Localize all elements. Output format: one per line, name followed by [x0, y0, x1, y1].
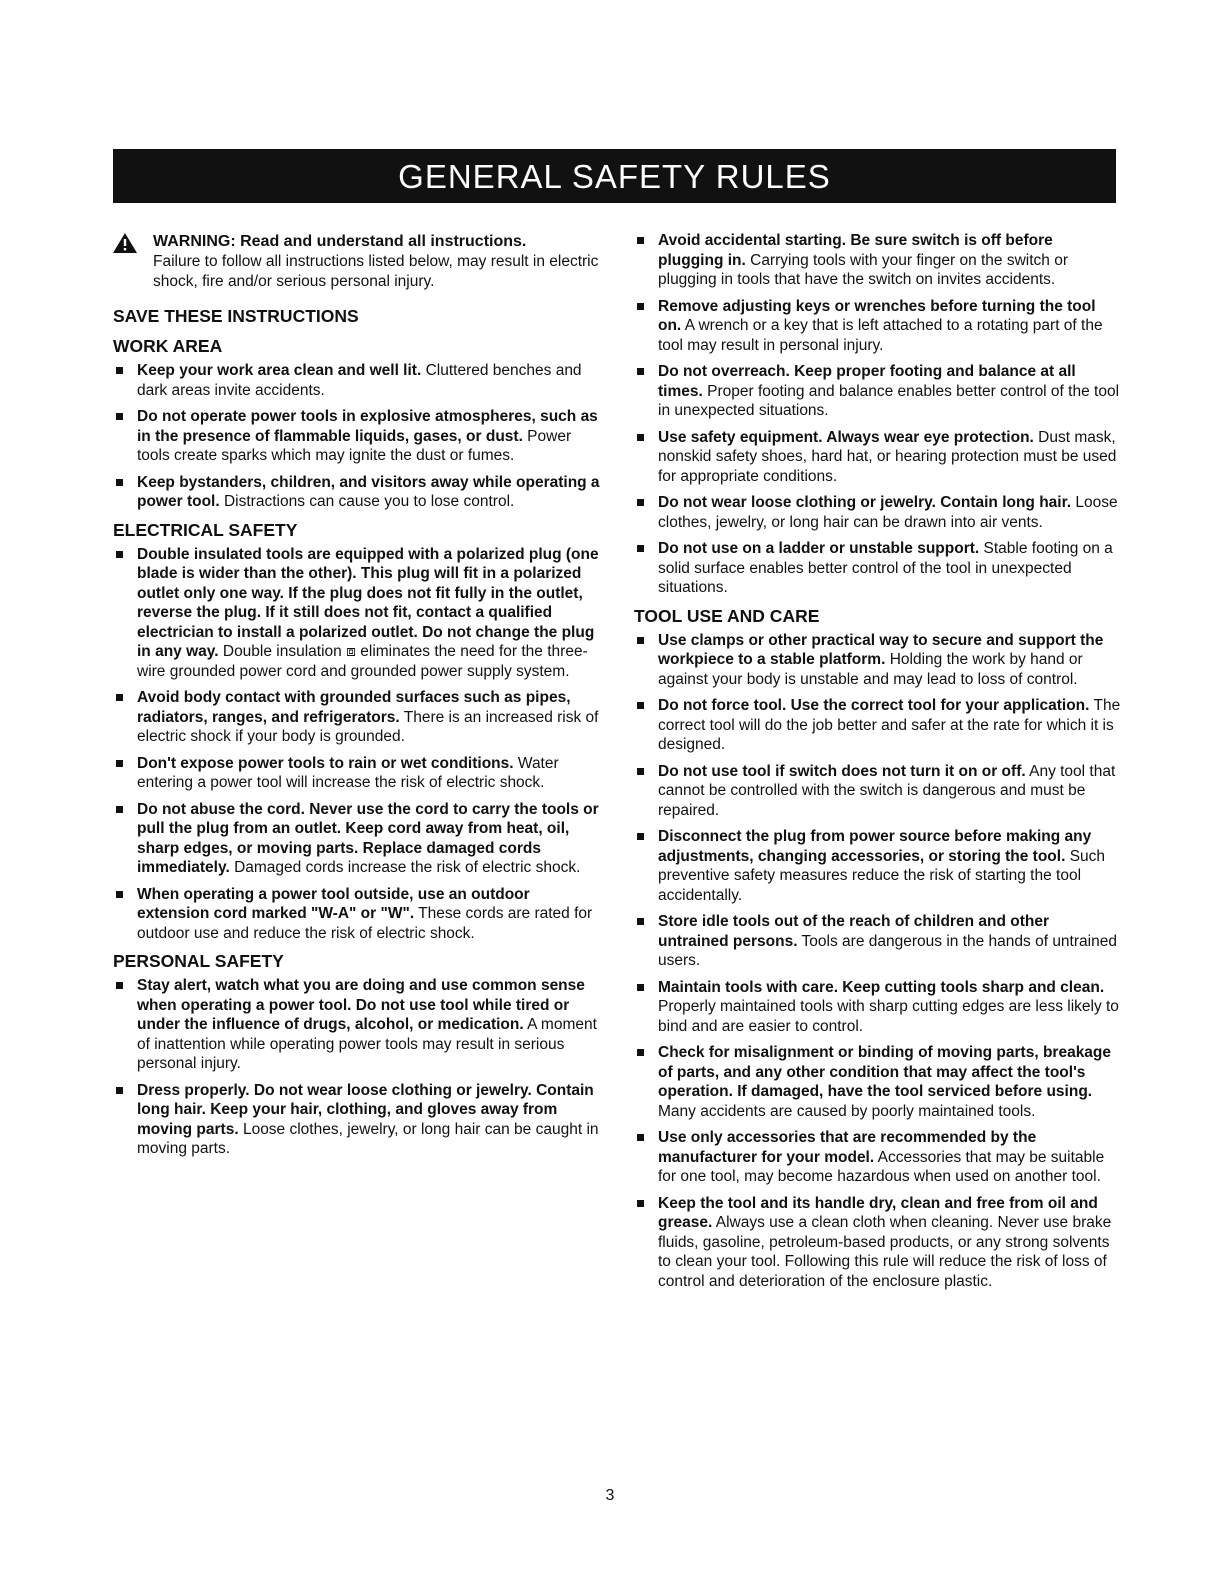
rule-bold: Dress properly. Do not wear loose clothing or jewelry. Contain long hair. Keep your hair, clothing, and gloves away from moving parts.: [137, 1081, 594, 1138]
rule-bold: Disconnect the plug from power source before making any adjustments, changing accessories, or storing the tool.: [658, 828, 1092, 865]
bullet-icon: [637, 1134, 644, 1141]
rule-bold: Keep the tool and its handle dry, clean and free from oil and grease.: [658, 1194, 1098, 1231]
rule-text: Accessories that may be suitable for one tool, may become hazardous when used on another tool.: [658, 1148, 1105, 1185]
rule-bold: Do not use tool if switch does not turn it on or off.: [658, 762, 1026, 780]
list-item: [634, 1128, 1122, 1187]
list-item: [634, 428, 1122, 487]
list-item: [634, 696, 1122, 755]
save-instructions-heading: SAVE THESE INSTRUCTIONS: [113, 306, 359, 326]
rule-text: Any tool that cannot be controlled with the switch is dangerous and must be repaired.: [658, 762, 1116, 819]
bullet-icon: [116, 891, 123, 898]
rule-text: Power tools create sparks which may ignite the dust or fumes.: [137, 427, 572, 464]
rule-bold: Stay alert, watch what you are doing and use common sense when operating a power tool. Do not use tool while tired or under the influence of drugs, alcohol, or medication.: [137, 977, 585, 1033]
electrical-safety-list: [113, 545, 603, 944]
bullet-icon: [637, 303, 644, 310]
rule-bold: Don't expose power tools to rain or wet conditions.: [137, 754, 514, 772]
rule-text: Tools are dangerous in the hands of untrained users.: [658, 932, 1117, 969]
bullet-icon: [116, 479, 123, 486]
page-banner-title: GENERAL SAFETY RULES: [113, 149, 1116, 203]
bullet-icon: [637, 918, 644, 925]
electrical-safety-heading: ELECTRICAL SAFETY: [113, 519, 298, 540]
personal-safety-heading: PERSONAL SAFETY: [113, 951, 284, 971]
bullet-icon: [116, 551, 123, 558]
rule-text: Double insulation ⧈ eliminates the need for the three-wire grounded power cord and grounded power supply system.: [137, 643, 588, 680]
bullet-icon: [116, 694, 123, 701]
rule-bold: Avoid accidental starting. Be sure switch is off before plugging in.: [658, 232, 1053, 269]
rule-text: Such preventive safety measures reduce the risk of starting the tool accidentally.: [658, 847, 1106, 904]
list-item: [113, 473, 603, 512]
rule-text: Holding the work by hand or against your body is unstable and may lead to loss of control.: [658, 651, 1083, 688]
rule-text: Damaged cords increase the risk of electric shock.: [229, 859, 581, 876]
rule-bold: Keep your work area clean and well lit.: [137, 362, 422, 379]
bullet-icon: [116, 367, 123, 374]
bullet-icon: [116, 413, 123, 420]
rule-bold: Check for misalignment or binding of moving parts, breakage of parts, and any other condition that may affect the tool's operation. If damaged, have the tool serviced before using.: [658, 1044, 1112, 1100]
rule-bold: Double insulated tools are equipped with a polarized plug (one blade is wider than the other). This plug will fit in a polarized outlet only one way. If the plug does not fit fully in the outlet, reverse the plug. If it still does not fit, contact a qualified electrician to install a polarized outlet. Do not change the plug in any way.: [137, 545, 599, 660]
bullet-icon: [637, 499, 644, 506]
list-item: [634, 827, 1122, 905]
right-column: [634, 231, 1122, 1298]
rule-bold: Store idle tools out of the reach of children and other untrained persons.: [658, 913, 1049, 950]
rule-text: A wrench or a key that is left attached to a rotating part of the tool may result in personal injury.: [658, 317, 1103, 354]
rule-bold: Use only accessories that are recommended by the manufacturer for your model.: [658, 1129, 1037, 1166]
bullet-icon: [116, 806, 123, 813]
bullet-icon: [637, 1049, 644, 1056]
rule-bold: Do not overreach. Keep proper footing and balance at all times.: [658, 363, 1076, 400]
warning-body: Failure to follow all instructions listed below, may result in electric shock, fire and/or serious personal injury.: [153, 253, 599, 290]
rule-bold: Do not operate power tools in explosive atmospheres, such as in the presence of flammable liquids, gases, or dust.: [137, 408, 598, 445]
list-item: [634, 1194, 1122, 1292]
rule-text: Loose clothes, jewelry, or long hair can be drawn into air vents.: [658, 494, 1118, 531]
list-item: [634, 539, 1122, 598]
rule-text: Many accidents are caused by poorly maintained tools.: [658, 1102, 1036, 1120]
rule-text: Cluttered benches and dark areas invite accidents.: [137, 362, 582, 399]
rule-text: There is an increased risk of electric shock if your body is grounded.: [137, 708, 599, 745]
rule-bold: Do not abuse the cord. Never use the cord to carry the tools or pull the plug from an outlet. Keep cord away from heat, oil, sharp edges, or moving parts. Replace damaged cords immediately.: [137, 800, 599, 876]
work-area-list: [113, 361, 603, 512]
rule-text: Proper footing and balance enables better control of the tool in unexpected situations.: [658, 382, 1120, 419]
list-item: [113, 361, 603, 400]
rule-bold: Do not use on a ladder or unstable support.: [658, 540, 980, 557]
rule-text: Properly maintained tools with sharp cutting edges are less likely to bind and are easier to control.: [658, 998, 1119, 1035]
list-item: [634, 1043, 1122, 1121]
rule-bold: Avoid body contact with grounded surfaces such as pipes, radiators, ranges, and refrigerators.: [137, 689, 571, 726]
bullet-icon: [637, 368, 644, 375]
list-item: [634, 231, 1122, 290]
list-item: [113, 976, 603, 1074]
bullet-icon: [637, 545, 644, 552]
bullet-icon: [637, 434, 644, 441]
personal-safety-list-right: [634, 231, 1122, 598]
rule-text: The correct tool will do the job better and safer at the rate for which it is designed.: [658, 697, 1121, 753]
left-column: [113, 231, 603, 1166]
list-item: [634, 297, 1122, 356]
bullet-icon: [116, 982, 123, 989]
list-item: [634, 631, 1122, 690]
list-item: [113, 1081, 603, 1159]
list-item: [113, 545, 603, 682]
rule-bold: Maintain tools with care. Keep cutting tools sharp and clean.: [658, 978, 1105, 996]
list-item: [634, 978, 1122, 1037]
bullet-icon: [637, 833, 644, 840]
bullet-icon: [637, 702, 644, 709]
bullet-icon: [637, 984, 644, 991]
tool-use-and-care-list: [634, 631, 1122, 1292]
tool-use-and-care-heading: TOOL USE AND CARE: [634, 605, 820, 626]
rule-bold: Keep bystanders, children, and visitors away while operating a power tool.: [137, 473, 600, 510]
list-item: [113, 754, 603, 793]
bullet-icon: [637, 637, 644, 644]
rule-text: Always use a clean cloth when cleaning. Never use brake fluids, gasoline, petroleum-based products, or any strong solvents to clean your tool. Following this rule will reduce the risk of loss of control and deterioration of the enclosure plastic.: [658, 1214, 1112, 1290]
warning-heading: WARNING: Read and understand all instructions.: [153, 233, 527, 250]
rule-text: These cords are rated for outdoor use and reduce the risk of electric shock.: [137, 905, 593, 942]
list-item: [634, 493, 1122, 532]
list-item: [634, 762, 1122, 821]
personal-safety-list-left: [113, 976, 603, 1159]
bullet-icon: [637, 237, 644, 244]
rule-text: Stable footing on a solid surface enables better control of the tool in unexpected situations.: [658, 540, 1113, 596]
rule-text: Dust mask, nonskid safety shoes, hard hat, or hearing protection must be used for appropriate conditions.: [658, 428, 1117, 485]
rule-text: A moment of inattention while operating power tools may result in serious personal injury.: [137, 1016, 597, 1072]
bullet-icon: [116, 1087, 123, 1094]
rule-text: Loose clothes, jewelry, or long hair can be caught in moving parts.: [137, 1120, 599, 1157]
rule-text: Water entering a power tool will increase the risk of electric shock.: [137, 754, 559, 791]
list-item: [634, 912, 1122, 971]
rule-bold: Do not wear loose clothing or jewelry. Contain long hair.: [658, 494, 1072, 511]
bullet-icon: [116, 760, 123, 767]
rule-bold: When operating a power tool outside, use an outdoor extension cord marked "W-A" or "W".: [137, 885, 530, 922]
bullet-icon: [637, 768, 644, 775]
bullet-icon: [637, 1200, 644, 1207]
warning-block: [113, 231, 603, 291]
rule-bold: Remove adjusting keys or wrenches before turning the tool on.: [658, 297, 1096, 334]
warning-triangle-icon: [113, 233, 137, 253]
list-item: [113, 800, 603, 878]
rule-text: Distractions can cause you to lose control.: [219, 493, 515, 510]
list-item: [113, 885, 603, 944]
rule-text: Carrying tools with your finger on the switch or plugging in tools that have the switch on invites accidents.: [658, 251, 1069, 288]
rule-bold: Use clamps or other practical way to secure and support the workpiece to a stable platform.: [658, 631, 1104, 668]
rule-bold: Do not force tool. Use the correct tool for your application.: [658, 697, 1090, 714]
work-area-heading: WORK AREA: [113, 336, 223, 356]
list-item: [113, 688, 603, 747]
list-item: [113, 407, 603, 466]
rule-bold: Use safety equipment. Always wear eye protection.: [658, 428, 1034, 446]
list-item: [634, 362, 1122, 421]
page-number: 3: [605, 1487, 615, 1504]
